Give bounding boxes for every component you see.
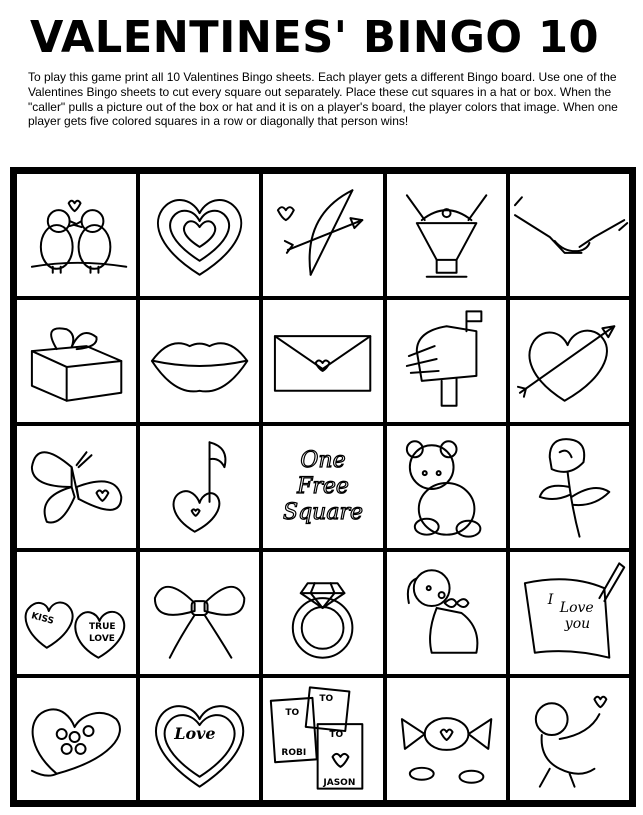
cell-bow-arrow[interactable] — [263, 174, 382, 296]
free-square-line1: One — [300, 448, 346, 473]
lovebirds-icon — [17, 174, 136, 296]
cupid-icon — [510, 678, 629, 800]
cell-music-note[interactable] — [140, 426, 259, 548]
bingo-board — [10, 167, 636, 807]
cell-envelope[interactable] — [263, 300, 382, 422]
page-title: VALENTINES' BINGO 10 — [30, 12, 599, 63]
card-to-1: TO — [285, 708, 300, 718]
diamond-ring-icon — [263, 552, 382, 674]
candy-heart-love: LOVE — [89, 634, 115, 644]
music-note-heart-icon — [140, 426, 259, 548]
cell-cupid[interactable] — [510, 678, 629, 800]
heart-with-arrow-icon — [510, 300, 629, 422]
milkshake-icon — [387, 174, 506, 296]
cell-love-heart[interactable] — [140, 678, 259, 800]
cell-candy-hearts[interactable] — [17, 552, 136, 674]
cell-lips[interactable] — [140, 300, 259, 422]
mailbox-icon — [387, 300, 506, 422]
letter-line3: you — [564, 616, 591, 632]
card-name-robi: ROBI — [281, 748, 307, 758]
teddy-bear-icon — [387, 426, 506, 548]
card-to-3: TO — [329, 730, 344, 740]
chocolate-box-icon — [17, 678, 136, 800]
letter-line2: Love — [559, 600, 594, 616]
love-heart-text: Love — [174, 724, 216, 743]
wrapped-candy-icon — [387, 678, 506, 800]
free-square-line2: Free — [297, 474, 349, 499]
candy-heart-true: TRUE — [89, 622, 116, 632]
lace-heart-icon — [140, 174, 259, 296]
cell-valentine-cards[interactable] — [263, 678, 382, 800]
cell-handshake[interactable] — [510, 174, 629, 296]
cell-mailbox[interactable] — [387, 300, 506, 422]
card-name-jason: JASON — [323, 778, 356, 788]
cell-teddy-bear[interactable] — [387, 426, 506, 548]
free-square-line3: Square — [283, 500, 363, 525]
lips-icon — [140, 300, 259, 422]
cell-love-letter[interactable] — [510, 552, 629, 674]
cell-butterfly[interactable] — [17, 426, 136, 548]
cell-free-square[interactable] — [263, 426, 382, 548]
cell-lace-heart[interactable] — [140, 174, 259, 296]
bow-and-arrow-icon — [263, 174, 382, 296]
instructions-text: To play this game print all 10 Valentines Bingo sheets. Each player gets a different Bingo board. Use one of the Valentines Bingo sheets to cut every square out separately. Place these cut squares in a hat or box. When the "caller" pulls a picture out of the box or hat and it is on a player's board, the player colors that image. When one player gets five colored squares in a row or diagonally that person wins! — [28, 70, 618, 129]
cell-heart-arrow[interactable] — [510, 300, 629, 422]
cell-chocolate-box[interactable] — [17, 678, 136, 800]
cell-rose[interactable] — [510, 426, 629, 548]
envelope-icon — [263, 300, 382, 422]
cell-milkshake[interactable] — [387, 174, 506, 296]
gift-box-icon — [17, 300, 136, 422]
handshake-icon — [510, 174, 629, 296]
ribbon-bow-icon — [140, 552, 259, 674]
letter-line1: I — [547, 592, 554, 608]
rose-icon — [510, 426, 629, 548]
cell-lovebirds[interactable] — [17, 174, 136, 296]
cell-diamond-ring[interactable] — [263, 552, 382, 674]
butterfly-icon — [17, 426, 136, 548]
card-to-2: TO — [319, 694, 334, 704]
cell-gift[interactable] — [17, 300, 136, 422]
candy-heart-kiss: KISS — [30, 611, 55, 627]
cell-puppy[interactable] — [387, 552, 506, 674]
cell-ribbon-bow[interactable] — [140, 552, 259, 674]
puppy-icon — [387, 552, 506, 674]
cell-candy[interactable] — [387, 678, 506, 800]
